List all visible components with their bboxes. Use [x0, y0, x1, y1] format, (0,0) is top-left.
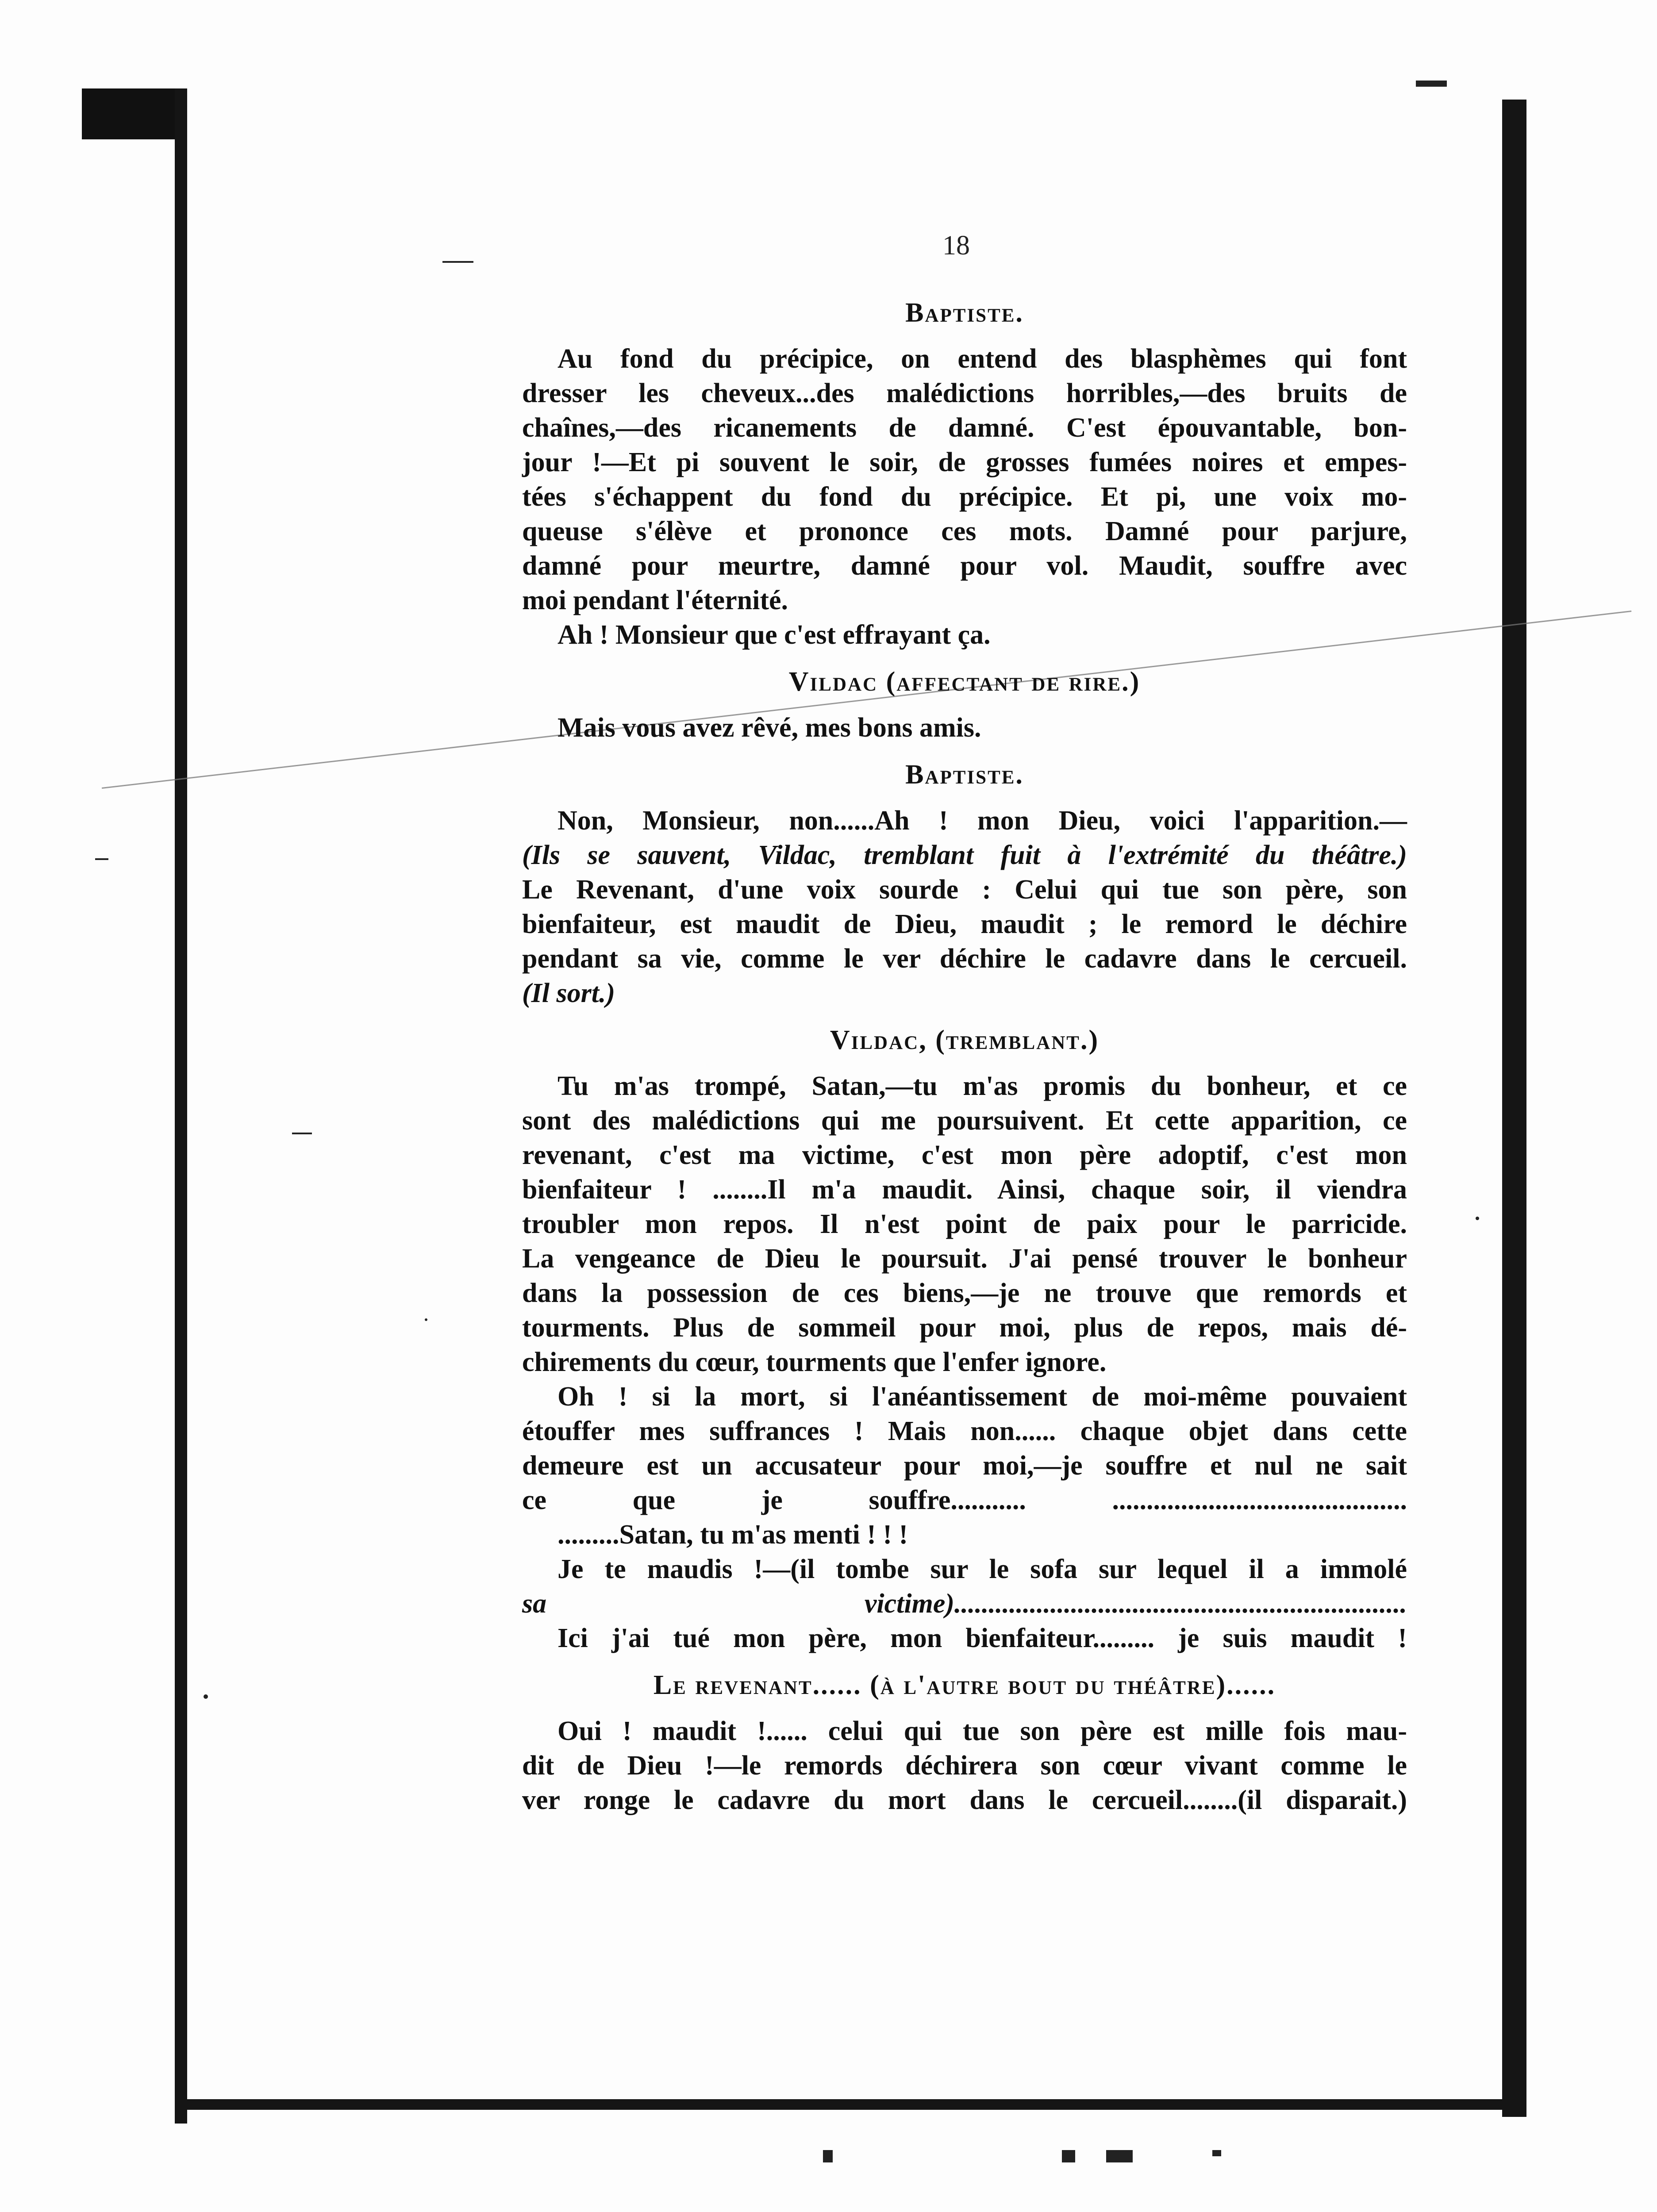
- text-line: Oui ! maudit !...... celui qui tue son père est mille fois mau-: [557, 1716, 1407, 1746]
- scan-mark: [442, 261, 473, 263]
- speaker-heading: Le revenant...... (à l'autre bout du théâtre)......: [653, 1670, 1276, 1700]
- text-line: Au fond du précipice, on entend des blasphèmes qui font: [557, 344, 1407, 374]
- text-line: tées s'échappent du fond du précipice. Et pi, une voix mo-: [522, 482, 1407, 512]
- scan-mark: [1106, 2150, 1133, 2162]
- text-line: Non, Monsieur, non......Ah ! mon Dieu, voici l'apparition.—: [557, 806, 1407, 836]
- scan-speck: [1476, 1217, 1479, 1220]
- text-line: pendant sa vie, comme le ver déchire le cadavre dans le cercueil.: [522, 944, 1407, 974]
- text-line: Je te maudis !—(il tombe sur le sofa sur lequel il a immolé: [557, 1554, 1407, 1584]
- text-line: demeure est un accusateur pour moi,—je souffre et nul ne sait: [522, 1451, 1407, 1481]
- scan-speck: [425, 1318, 427, 1321]
- text-line: troubler mon repos. Il n'est point de paix pour le parricide.: [522, 1209, 1407, 1239]
- text-line: dans la possession de ces biens,—je ne trouve que remords et: [522, 1278, 1407, 1308]
- scan-mark-top-right: [1416, 81, 1447, 87]
- page-number: 18: [942, 230, 970, 261]
- text-line: bienfaiteur, est maudit de Dieu, maudit ; le remord le déchire: [522, 909, 1407, 939]
- scan-speck: [204, 1694, 208, 1699]
- text-line: chaînes,—des ricanements de damné. C'est épouvantable, bon-: [522, 413, 1407, 443]
- text-line: ce que je souffre........... ...........................................: [522, 1485, 1407, 1515]
- scan-border-bottom: [175, 2099, 1526, 2110]
- text-line: chirements du cœur, tourments que l'enfer ignore.: [522, 1347, 1107, 1377]
- text-line: jour !—Et pi souvent le soir, de grosses fumées noires et empes-: [522, 447, 1407, 477]
- scan-mark: [1062, 2150, 1075, 2162]
- speaker-heading: Baptiste.: [905, 760, 1024, 790]
- text-line: tourments. Plus de sommeil pour moi, plus de repos, mais dé-: [522, 1313, 1407, 1343]
- scan-border-left: [175, 88, 187, 2124]
- text-line: La vengeance de Dieu le poursuit. J'ai pensé trouver le bonheur: [522, 1244, 1407, 1274]
- text-line: ver ronge le cadavre du mort dans le cercueil........(il disparait.): [522, 1785, 1407, 1815]
- text-line: Tu m'as trompé, Satan,—tu m'as promis du bonheur, et ce: [557, 1071, 1407, 1101]
- scan-border-right: [1502, 100, 1526, 2117]
- text-line: dit de Dieu !—le remords déchirera son cœur vivant comme le: [522, 1751, 1407, 1781]
- scan-border-corner: [82, 88, 184, 139]
- text-line: .........Satan, tu m'as menti ! ! !: [557, 1520, 908, 1550]
- text-line: queuse s'élève et prononce ces mots. Damné pour parjure,: [522, 516, 1407, 546]
- text-line: Ici j'ai tué mon père, mon bienfaiteur......... je suis maudit !: [557, 1623, 1407, 1653]
- text-line: dresser les cheveux...des malédictions horribles,—des bruits de: [522, 378, 1407, 408]
- speaker-heading: Vildac, (tremblant.): [830, 1025, 1100, 1055]
- text-line: revenant, c'est ma victime, c'est mon père adoptif, c'est mon: [522, 1140, 1407, 1170]
- scan-mark: [1212, 2150, 1221, 2156]
- text-line: étouffer mes suffrances ! Mais non...... chaque objet dans cette: [522, 1416, 1407, 1446]
- speaker-heading: Baptiste.: [905, 298, 1024, 328]
- text-line: bienfaiteur ! ........Il m'a maudit. Ainsi, chaque soir, il viendra: [522, 1175, 1407, 1205]
- scan-mark: [823, 2150, 833, 2162]
- text-line: sont des malédictions qui me poursuivent. Et cette apparition, ce: [522, 1106, 1407, 1136]
- text-line: Le Revenant, d'une voix sourde : Celui qui tue son père, son: [522, 875, 1407, 905]
- text-line: Ah ! Monsieur que c'est effrayant ça.: [557, 620, 991, 650]
- text-line: Mais vous avez rêvé, mes bons amis.: [557, 713, 981, 743]
- text-line: Oh ! si la mort, si l'anéantissement de moi-même pouvaient: [557, 1382, 1407, 1412]
- text-line: (Il sort.): [522, 978, 615, 1008]
- text-line: (Ils se sauvent, Vildac, tremblant fuit à l'extrémité du théâtre.): [522, 840, 1407, 870]
- text-line: damné pour meurtre, damné pour vol. Maudit, souffre avec: [522, 551, 1407, 581]
- text-line: sa victime)..................................................................: [522, 1589, 1407, 1619]
- text-line: moi pendant l'éternité.: [522, 585, 788, 615]
- speaker-heading: Vildac (affectant de rire.): [788, 667, 1141, 697]
- scan-mark: [95, 858, 108, 860]
- scan-mark: [292, 1133, 312, 1134]
